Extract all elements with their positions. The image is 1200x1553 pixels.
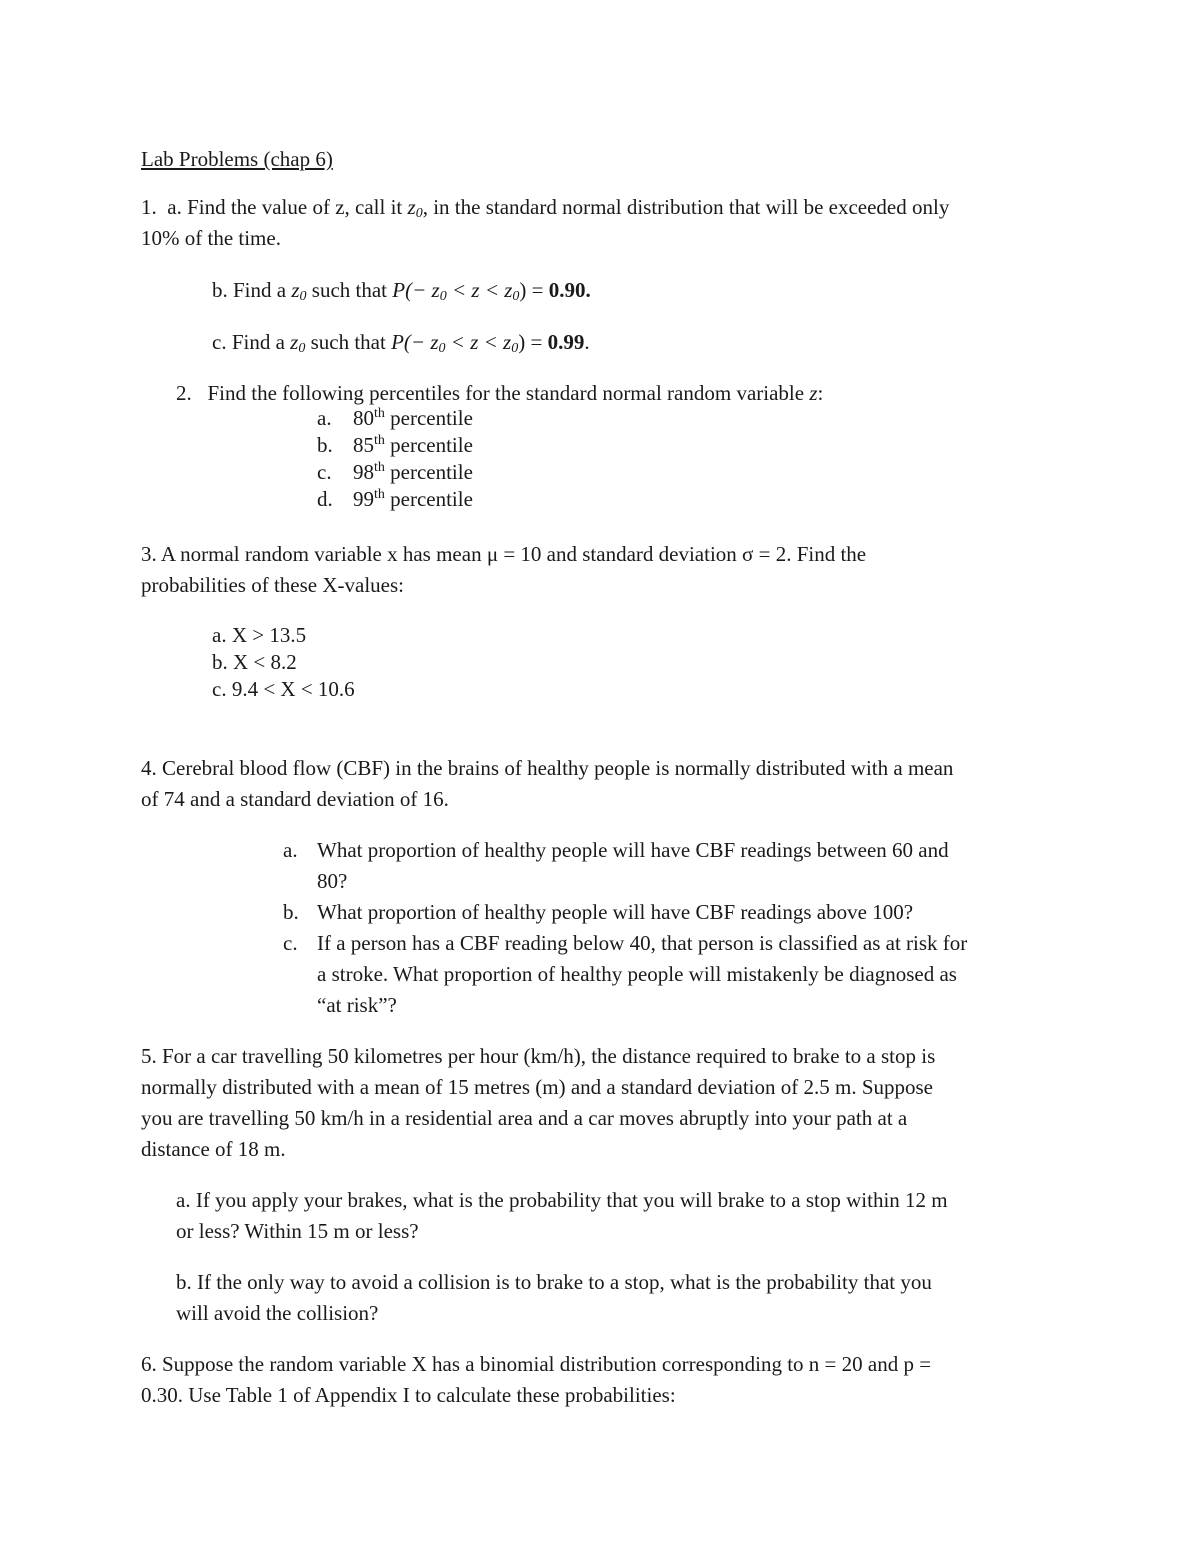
problem-6-line-1: 6. Suppose the random variable X has a binomial distribution corresponding to n = 20 and p = <box>141 1352 932 1376</box>
problem-4-line-2: of 74 and a standard deviation of 16. <box>141 787 449 811</box>
document-page: Lab Problems (chap 6) 1. a. Find the value of z, call it $z_0$, in the standard normal distribution that will be exceeded only 10% of the time. b. Find a $z_0$ such that $P(- z_0 < z < z_0) = 0.90$. c. Find a $z_0$ such that $P(- z_0 < z < z_0) = 0.99$. 2. Find the following percentiles for the standard normal random variable z: a. 80th percentile b. 85th percentile c. 98th percentile d. 99th percentile 3. A normal random variable x has mean μ = 10 and standard deviation σ = 2. Find the probabilities of these X-values: a. X > 13.5 b. X < 8.2 c. 9.4 < X < 10.6 4. Cerebral blood flow (CBF) in the brains of healthy people is normally distributed with a mean of 74 and a standard deviation of 16. a. What proportion of healthy people will have CBF readings between 60 and 80? b. What proportion of healthy people will have CBF readings above 100? c. If a person has a CBF reading below 40, that person is classified as at risk for a stroke. What proportion of healthy people will mistakenly be diagnosed as “at risk”? 5. For a car travelling 50 kilometres per hour (km/h), the distance required to brake to a stop is normally distributed with a mean of 15 metres (m) and a standard deviation of 2.5 m. Suppose you are travelling 50 km/h in a residential area and a car moves abruptly into your path at a distance of 18 m. a. If you apply your brakes, what is the probability that you will brake to a stop within 12 m or less? Within 15 m or less? b. If the only way to avoid a collision is to brake to a stop, what is the probability that you will avoid the collision? 6. Suppose the random variable X has a binomial distribution corresponding to n = 20 and p = 0.30. Use Table 1 of Appendix I to calculate these probabilities: <box>0 0 1200 1553</box>
problem-3-item-b: b. X < 8.2 <box>212 650 297 674</box>
problem-5-item-a-line-1: a. If you apply your brakes, what is the probability that you will brake to a stop within 12 m <box>176 1188 948 1212</box>
math-z0: $z_0$ <box>407 195 423 221</box>
problem-1b: b. Find a $z_0$ such that $P(- z_0 < z < z_0) = 0.90$. <box>212 278 591 304</box>
problem-2-item-d: d. 99th percentile <box>317 487 473 511</box>
problem-2-stem: 2. Find the following percentiles for the standard normal random variable z: <box>176 381 824 405</box>
problem-2-item-a: a. 80th percentile <box>317 406 473 430</box>
problem-5-line-4: distance of 18 m. <box>141 1137 286 1161</box>
problem-3-line-1: 3. A normal random variable x has mean μ = 10 and standard deviation σ = 2. Find the <box>141 542 867 566</box>
problem-5-line-1: 5. For a car travelling 50 kilometres per hour (km/h), the distance required to brake to a stop is <box>141 1044 936 1068</box>
problem-6-line-2: 0.30. Use Table 1 of Appendix I to calculate these probabilities: <box>141 1383 676 1407</box>
problem-5-line-3: you are travelling 50 km/h in a residential area and a car moves abruptly into your path at a <box>141 1106 908 1130</box>
problem-3-line-2: probabilities of these X-values: <box>141 573 405 597</box>
problem-1-line-2: 10% of the time. <box>141 226 281 250</box>
problem-2-item-b: b. 85th percentile <box>317 433 473 457</box>
problem-3-item-a: a. X > 13.5 <box>212 623 307 647</box>
problem-5-item-a-line-2: or less? Within 15 m or less? <box>176 1219 419 1243</box>
probability-expression-c: $P(- z_0 < z < z_0)$ = <box>391 330 548 356</box>
problem-5-item-b-line-1: b. If the only way to avoid a collision is to brake to a stop, what is the probability that you <box>176 1270 932 1294</box>
problem-5-item-b-line-2: will avoid the collision? <box>176 1301 379 1325</box>
problem-3-item-c: c. 9.4 < X < 10.6 <box>212 677 355 701</box>
probability-expression-b: $P(- z_0 < z < z_0)$ = <box>392 278 549 304</box>
problem-5-line-2: normally distributed with a mean of 15 metres (m) and a standard deviation of 2.5 m. Suppose <box>141 1075 933 1099</box>
problem-1-number: 1. <box>141 195 157 219</box>
page-title: Lab Problems (chap 6) <box>141 147 333 171</box>
problem-1c: c. Find a $z_0$ such that $P(- z_0 < z < z_0) = 0.99$. <box>212 330 590 356</box>
problem-1-line-1: 1. a. Find the value of z, call it $z_0$, in the standard normal distribution that will be exceeded only <box>141 195 950 221</box>
problem-4-line-1: 4. Cerebral blood flow (CBF) in the brains of healthy people is normally distributed with a mean <box>141 756 954 780</box>
problem-2-item-c: c. 98th percentile <box>317 460 473 484</box>
